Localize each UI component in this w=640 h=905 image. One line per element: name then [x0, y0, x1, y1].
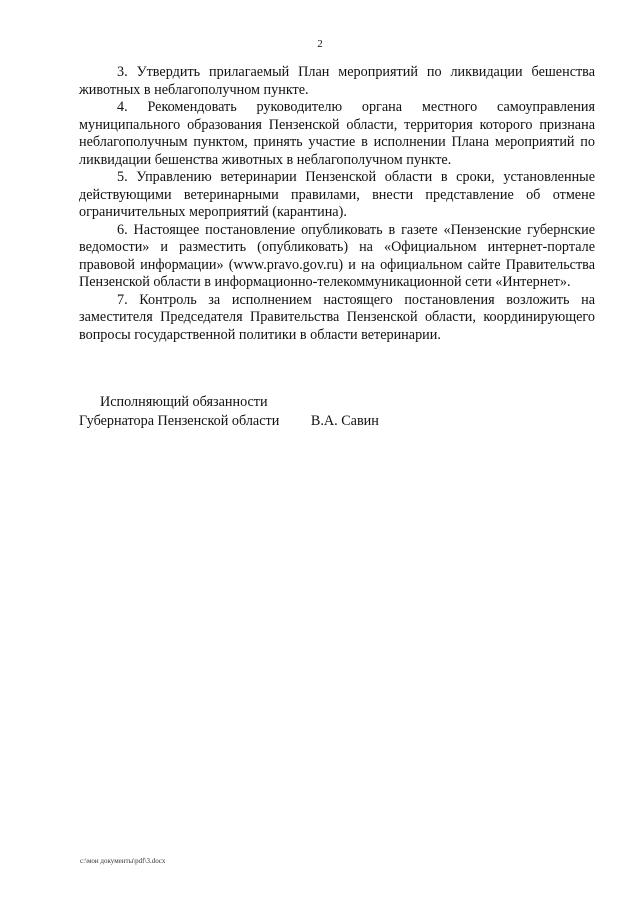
document-body: [79, 64, 595, 344]
signature-block: [79, 393, 439, 431]
paragraph-item-4: 4. Рекомендовать руководителю органа местного самоуправления муниципального образования Пензенской области, территория которого признана неблагополучным пунктом, принять участие в исполнении Плана мероприятий по ликвидации бешенства животных в неблагополучном пункте.: [79, 99, 595, 168]
paragraph-item-7: 7. Контроль за исполнением настоящего постановления возложить на заместителя Председателя Правительства Пензенской области, координирующего вопросы государственной политики в области ветеринарии.: [79, 291, 595, 343]
signer-role-line-2: Губернатора Пензенской области: [79, 413, 280, 429]
paragraph-item-3: 3. Утвердить прилагаемый План мероприятий по ликвидации бешенства животных в неблагополучном пункте.: [79, 64, 595, 98]
page-number: 2: [317, 38, 323, 50]
signer-role-row: [79, 412, 439, 431]
signer-role-line-1: Исполняющий обязанности: [100, 394, 268, 410]
paragraph-item-6: 6. Настоящее постановление опубликовать в газете «Пензенские губернские ведомости» и разместить (опубликовать) на «Официальном интернет-портале правовой информации» (www.pravo.gov.ru) и на официальном сайте Правительства Пензенской области в информационно-телекоммуникационной сети «Интернет».: [79, 221, 595, 290]
paragraph-item-5: 5. Управлению ветеринарии Пензенской области в сроки, установленные действующими ветеринарными правилами, внести представление об отмене ограничительных мероприятий (карантина).: [79, 169, 595, 220]
signer-name: В.А. Савин: [310, 413, 379, 429]
footer-file-path: c:\мои документы\pdf\3.docx: [80, 857, 166, 865]
